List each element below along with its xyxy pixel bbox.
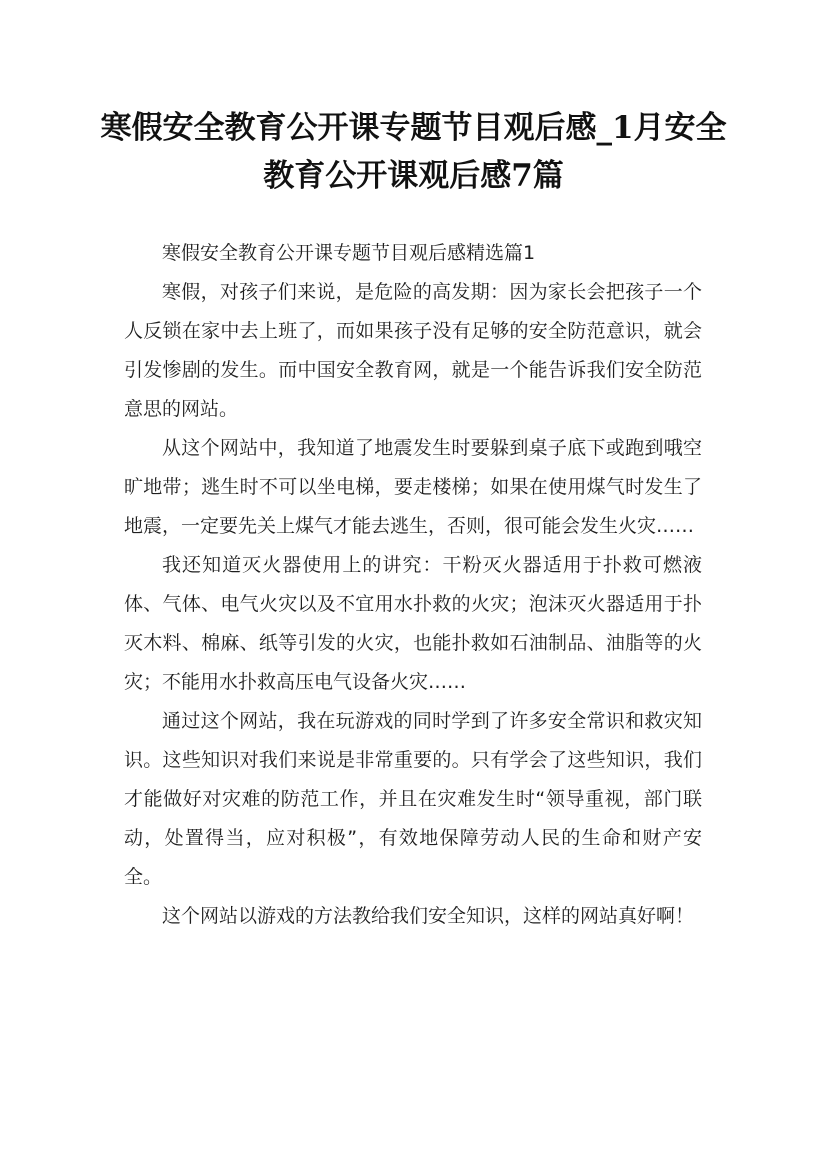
paragraph: 这个网站以游戏的方法教给我们安全知识，这样的网站真好啊！ xyxy=(162,905,695,927)
document-body xyxy=(124,234,702,936)
paragraph: 通过这个网站，我在玩游戏的同时学到了许多安全常识和救灾知识。这些知识对我们来说是非常重要的。只有学会了这些知识，我们才能做好对灾难的防范工作，并且在灾难发生时“领导重视，部门联动，处置得当，应对积极”，有效地保障劳动人民的生命和财产安全。 xyxy=(124,710,702,888)
section-heading: 寒假安全教育公开课专题节目观后感精选篇1 xyxy=(162,242,536,264)
paragraph: 寒假，对孩子们来说，是危险的高发期：因为家长会把孩子一个人反锁在家中去上班了，而如果孩子没有足够的安全防范意识，就会引发惨剧的发生。而中国安全教育网，就是一个能告诉我们安全防范意思的网站。 xyxy=(124,281,702,420)
document-title: 寒假安全教育公开课专题节目观后感_1月安全教育公开课观后感7篇 xyxy=(100,110,727,194)
paragraph: 我还知道灭火器使用上的讲究：干粉灭火器适用于扑救可燃液体、气体、电气火灾以及不宜用水扑救的火灾；泡沫灭火器适用于扑灭木料、棉麻、纸等引发的火灾，也能扑救如石油制品、油脂等的火灾；不能用水扑救高压电气设备火灾…… xyxy=(124,554,702,693)
paragraph: 从这个网站中，我知道了地震发生时要躲到桌子底下或跑到哦空旷地带；逃生时不可以坐电梯，要走楼梯；如果在使用煤气时发生了地震，一定要先关上煤气才能去逃生，否则，很可能会发生火灾…… xyxy=(124,437,702,537)
